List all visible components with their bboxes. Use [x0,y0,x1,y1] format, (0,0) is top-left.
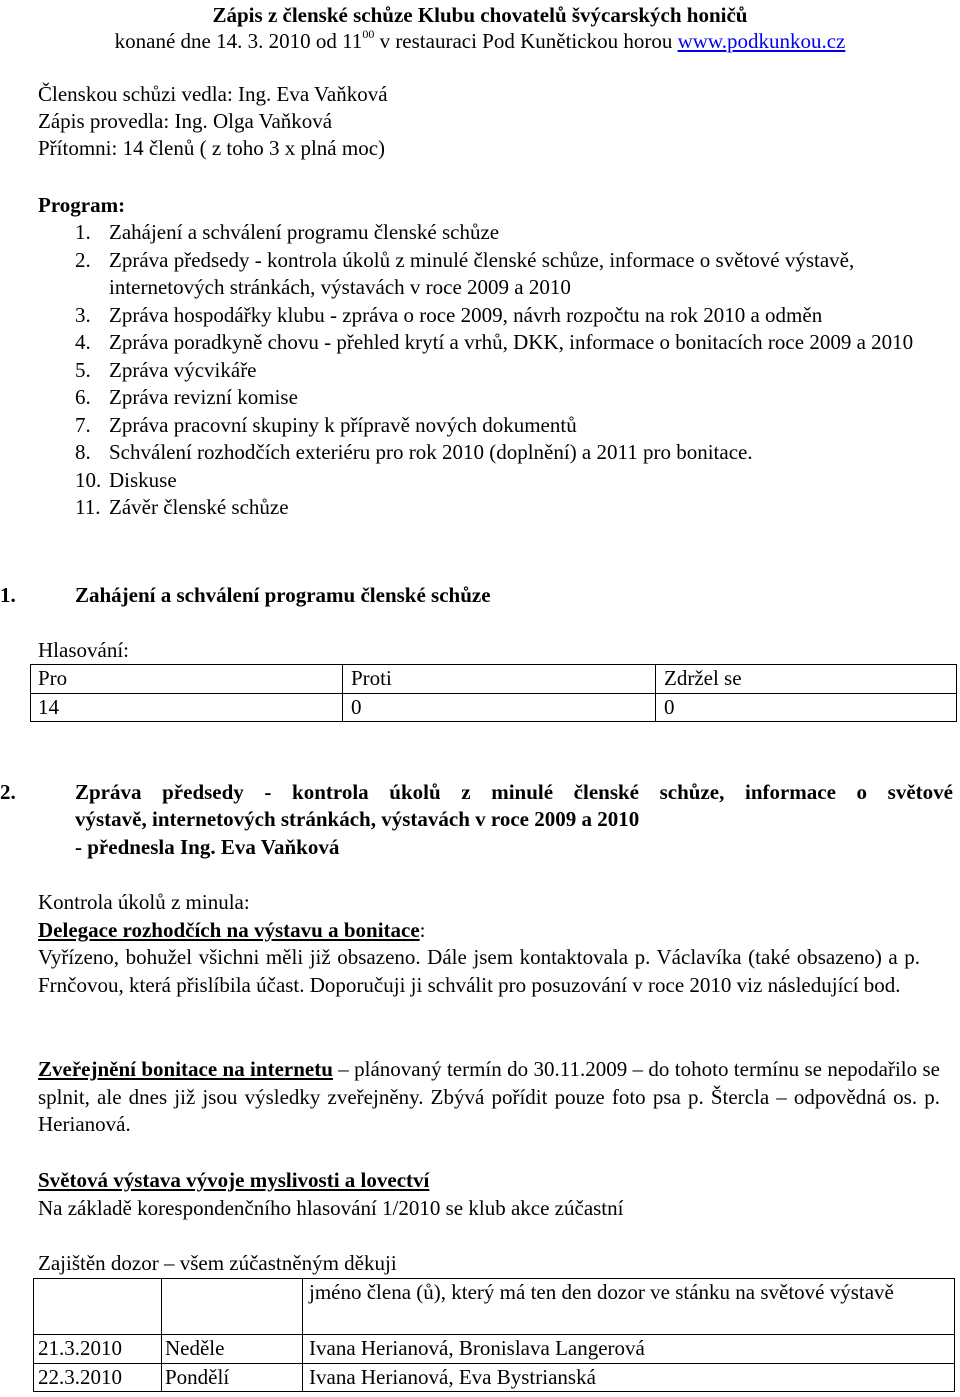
program-item [75,329,945,357]
table-cell-empty [162,1279,303,1335]
meeting-time-sup: 00 [362,27,375,41]
website-link[interactable]: www.podkunkou.cz [677,29,846,53]
internet-text: – plánovaný termín do 30.11.2009 – do tohoto termínu se nepodařilo se splnit, ale dnes již jsou výsledky zveřejněny. Zbývá pořídit pouze foto psa p. Štercla – odpovědná os. p. Herianová. [38,1057,940,1136]
section-title-line: Zpráva předsedy - kontrola úkolů z minulé členské schůze, informace o světové [75,780,953,804]
supervision-date: 22.3.2010 [34,1363,162,1392]
vote-value-abstain: 0 [656,693,957,722]
section-number: 1. [0,583,16,607]
meeting-chair: Členskou schůzi vedla: Ing. Eva Vaňková [38,82,388,106]
program-item-text: Zahájení a schválení programu členské schůze [109,220,500,244]
program-item-number: 5. [75,357,91,382]
program-item [75,302,945,330]
program-item-text: Závěr členské schůze [109,495,289,519]
program-item-number: 7. [75,412,91,437]
supervision-date: 21.3.2010 [34,1335,162,1364]
check-label: Kontrola úkolů z minula: [38,890,250,914]
vote-header-abstain: Zdržel se [656,665,957,694]
program-item-text: Zpráva předsedy - kontrola úkolů z minulé členské schůze, informace o světové výstavě, internetových stránkách, výstavách v roce 2009 a 2010 [109,247,855,299]
document-title: Zápis z členské schůze Klubu chovatelů švýcarských honičů [212,3,748,27]
program-item-text: Diskuse [109,467,177,492]
section-presenter: - přednesla Ing. Eva Vaňková [75,835,340,859]
supervision-names: Ivana Herianová, Eva Bystrianská [303,1363,955,1392]
vote-table [30,664,957,722]
program-item-text: Zpráva hospodářky klubu - zpráva o roce 2009, návrh rozpočtu na rok 2010 a odměn [109,302,823,327]
supervision-day: Neděle [162,1335,303,1364]
program-item-number: 4. [75,330,91,354]
delegation-text: Vyřízeno, bohužel všichni měli již obsazeno. Dále jsem kontaktovala p. Václavíka (také obsazeno) a p. Frnčovou, která přislíbila účast. Doporučuji ji schválit pro posuzování v roce 2010 viz následující bod. [38,945,920,997]
meeting-venue: v restauraci Pod Kunětickou horou [379,29,673,53]
table-row [31,665,957,694]
vote-header-for: Pro [31,665,343,694]
program-item-number: 10. [75,467,102,492]
delegation-heading-colon: : [419,918,426,942]
table-row [31,693,957,722]
table-cell-empty [34,1279,162,1335]
program-item-number: 3. [75,302,91,327]
table-row [34,1279,955,1335]
world-heading [38,1167,938,1195]
delegation-heading [38,917,938,945]
section-title: Zahájení a schválení programu členské schůze [75,583,491,607]
program-item [75,384,945,412]
program-item [75,412,945,440]
program-item-number: 6. [75,385,91,409]
delegation-heading-text: Delegace rozhodčích na výstavu a bonitace [38,918,420,942]
table-row [34,1363,955,1392]
meeting-date: konané dne 14. 3. 2010 od 11 [114,29,363,53]
section-title-line: výstavě, internetových stránkách, výstavách v roce 2009 a 2010 [75,807,640,831]
program-item [75,247,945,302]
vote-header-against: Proti [343,665,656,694]
program-list [75,219,945,522]
vote-value-for: 14 [31,693,343,722]
vote-value-against: 0 [343,693,656,722]
program-item-number: 1. [75,220,91,244]
program-item [75,467,945,495]
section-number: 2. [0,780,16,804]
program-item [75,439,945,467]
program-item [75,219,945,247]
supervision-day: Pondělí [162,1363,303,1392]
world-text: Na základě korespondenčního hlasování 1/2010 se klub akce zúčastní [38,1196,624,1220]
meeting-info [0,28,960,56]
supervision-header: jméno člena (ů), který má ten den dozor ve stánku na světové výstavě [303,1279,955,1335]
program-item-number: 11. [75,495,101,519]
world-heading-text: Světová výstava vývoje myslivosti a lovectví [38,1168,430,1192]
supervision-label: Zajištěn dozor – všem zúčastněným děkuji [38,1251,397,1275]
supervision-table [33,1278,955,1392]
program-item-text: Schválení rozhodčích exteriéru pro rok 2010 (doplnění) a 2011 pro bonitace. [109,440,753,464]
program-heading: Program: [38,193,126,217]
meeting-recorder: Zápis provedla: Ing. Olga Vaňková [38,109,333,133]
vote-label: Hlasování: [38,638,129,662]
meeting-attendance: Přítomni: 14 členů ( z toho 3 x plná moc) [38,136,386,160]
program-item-text: Zpráva pracovní skupiny k přípravě nových dokumentů [109,412,577,437]
internet-paragraph [38,1056,940,1139]
program-item [75,494,945,522]
program-item-number: 8. [75,440,91,464]
table-row [34,1335,955,1364]
internet-heading: Zveřejnění bonitace na internetu [38,1057,333,1081]
program-item-text: Zpráva poradkyně chovu - přehled krytí a vrhů, DKK, informace o bonitacích roce 2009 a 2010 [109,330,914,354]
program-item [75,357,945,385]
program-item-text: Zpráva revizní komise [109,385,298,409]
program-item-number: 2. [75,247,91,272]
program-item-text: Zpráva výcvikáře [109,357,257,382]
supervision-names: Ivana Herianová, Bronislava Langerová [303,1335,955,1364]
